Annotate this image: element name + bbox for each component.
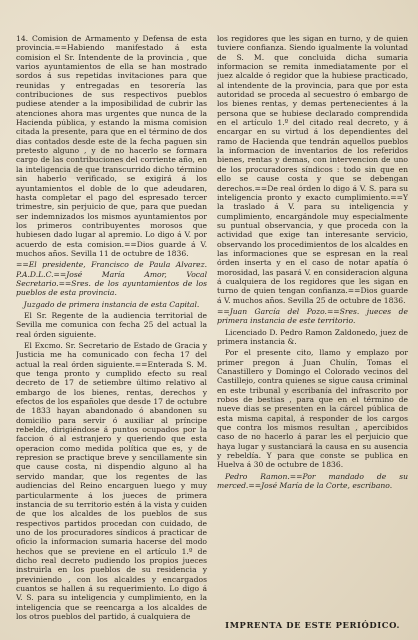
right-column — [217, 34, 408, 632]
section-heading-court: Juzgado de primera instancia de esta Capital. — [23, 299, 200, 309]
notice-armament-commission: 14. Comision de Armamento y Defensa de esta provincia.==Habiendo manifestado á esta comision el Sr. Intendente de la provincia , que varios ayuntamientos de ella se han mostrado sordos á sus repetidas invitaciones para que reunidas y entregadas en tesorería las contribuciones de sus respectivos pueblos pudiese atender a la imposibilidad de cubrir las atenciones ahora mas urgentes que nunca de la Hacienda pública, y estando la misma comision citada la presente, para que en el término de dos dias contados desde este de la fecha paguen sin pretesto alguno , y de no hacerlo se formara cargo de las contribuciones del corriente año, en la inteligencia de que transcurrido dicho término sin haberlo verificado, se exigirá á los ayuntamientos el doble de lo que adeudaren, hasta completar el pago del espresado tercer trimestre, sin perjuicio de que, para que puedan ser indemnizados los mismos ayuntamientos por los primeros contribuyentes morosos que hubiesen dado lugar al apremio. Lo digo á V. por acuerdo de esta comision.==Dios guarde á V. muchos años. Sevilla 11 de octubre de 1836. — [16, 34, 207, 258]
printer-imprint: IMPRENTA DE ESTE PERIÓDICO. — [225, 620, 400, 630]
judge-salutation: Licenciado D. Pedro Ramon Zaldonedo, juez de primera instancia &. — [217, 327, 408, 346]
left-column — [16, 34, 207, 632]
notice-regent-paragraph: El Sr. Regente de la audiencia territorial de Sevilla me comunica con fecha 25 del actual la real órden siguiente. — [16, 310, 207, 339]
text-columns — [16, 34, 408, 632]
royal-order-paragraph: El Excmo. Sr. Secretario de Estado de Gracia y Justicia me ha comunicado con fecha 17 del actual la real órden siguiente.==Enterada S. M. que tenga pronto y cumplido efecto su real decreto de 17 de setiembre último relativo al embargo de los bienes, rentas, derechos y efectos de los españoles que desde 17 de octubre de 1833 hayan abandonado ó abandonen su domicilio para servir ó auxiliar al príncipe rebelde, dirigiéndose á puntos ocupados por la faccion ó al estranjero y queriendo que esta operacion como medida política que es, y de represion se practique breve y sencillamente sin que cause costa, ni dispendio alguno al ha servido mandar, que los regentes de las audiencias del Reino encarguen luego y muy particularmente á los jueces de primera instancia de su territorio estén á la vista y cuiden de que los alcaldes de los pueblos de sus respectivos partidos procedan con cuidado, de uno de los procuradores síndicos á practicar de oficio la informacion sumaria hacerse del modo hechos que se previene en el artículo 1.º de dicho real decreto pudiendo los propios jueces instruirla en los pueblos de su residencia y previniendo , con los alcaldes y encargados cuantos se hallen á su requerimiento. Lo digo á V. S. para su inteligencia y cumplimiento, en la inteligencia que se reencarga a los alcaldes de los otros pueblos del partido, á cualquiera de — [16, 341, 207, 621]
royal-order-signature: ==Juan García del Pozo.==Sres. jueces de primera instancia de este territorio. — [217, 306, 408, 326]
summons-paragraph: Por el presente cito, llamo y emplazo por primer pregon á Juan Chulín, Tomas el Canastillero y Domingo el Colorado vecinos del Castillejo, contra quienes se sigue causa criminal en este tribunal y escribanía del infrascrito por robos de bestias , para que en el término de nueve dias se presenten en la cárcel pública de esta misma capital, á responder de los cargos que contra los mismos resultan , apercibidos caso de no hacerlo á parar les el perjuicio que haya lugar y sustanciará la causa en su ausencia y rebeldía. Y para que conste se publica en Huelva á 30 de octubre de 1836. — [217, 348, 408, 470]
summons-signature: Pedro Ramon.==Por mandado de su merced.==José María de la Corte, escribano. — [217, 471, 408, 491]
notice-signature: ==El presidente, Francisco de Paula Alvarez. P.A.D.L.C.==José María Amor, Vocal Secretario.==Sres. de los ayuntamientos de los pueblos de esta provincia. — [16, 260, 207, 298]
royal-order-continuation: los regidores que les sigan en turno, y de quien tuviere confianza. Siendo igualmente la voluntad de S. M. que concluida dicha sumaria informacion se remita inmediatamente por el juez alcalde ó regidor que la hubiese practicado, al intendente de la provincia, para que por esta autoridad se proceda al secuestro ó embargo de los bienes rentas, y demas pertenecientes á la persona que se hubiese declarado comprendida en el artículo 1.º del citado real decreto, y á encargar en su virtud á los dependientes del ramo de Hacienda que tendrán aquellos pueblos la informacion de inventarios de los referidos bienes, rentas y demas, con intervencion de uno de los procuradores síndicos : todo sin que en ello se cause costa y que se debengan derechos.==De real órden lo digo á V. S. para su inteligencia pronto y exacto cumplimiento.==Y la traslado á V. para su inteligencia y cumplimiento, encargándole muy especialmente su puntual observancia, y que proceda con la actividad que exige tan interesante servicio, observando los procedimientos de los alcaldes en las informaciones que se espresan en la real órden inserta y en el caso de notar apatía ó morosidad, las pasará V. en consideracion alguna á cualquiera de los regidores que les sigan en turno de quien tengan confianza.==Dios guarde á V. muchos años. Sevilla 25 de octubre de 1836. — [217, 34, 408, 305]
